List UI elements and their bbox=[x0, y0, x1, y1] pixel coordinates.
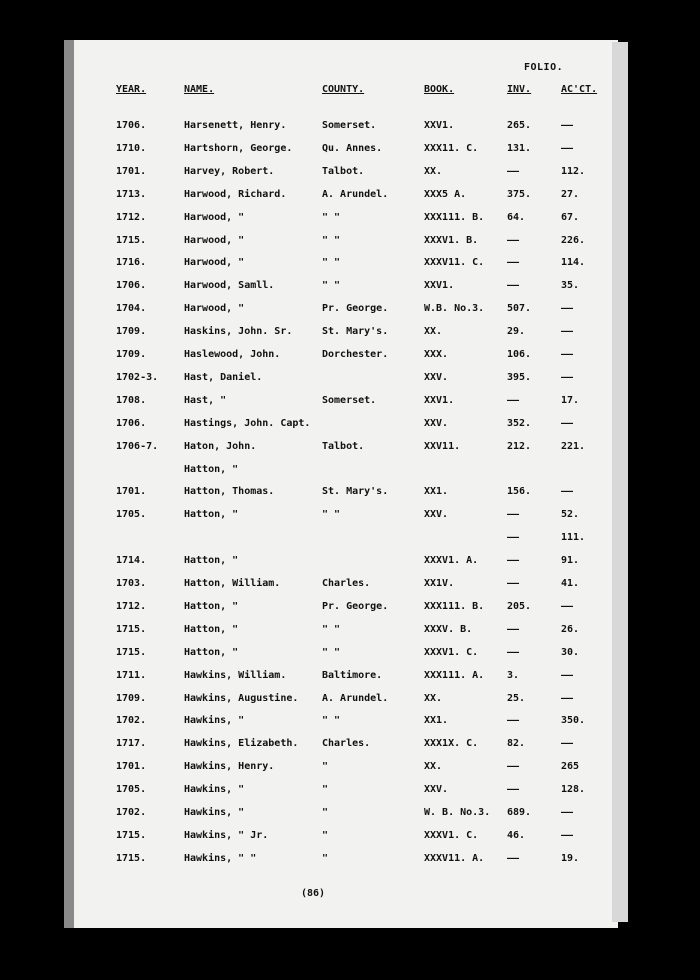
cell-acct: 91. bbox=[561, 555, 580, 567]
cell-inv: —— bbox=[507, 509, 520, 521]
table-row bbox=[0, 738, 700, 754]
cell-county: " bbox=[322, 784, 329, 796]
cell-inv: —— bbox=[507, 234, 520, 246]
cell-acct: —— bbox=[561, 829, 574, 841]
cell-name: Hatton, Thomas. bbox=[184, 486, 275, 498]
table-row bbox=[0, 189, 700, 205]
cell-inv: —— bbox=[507, 257, 520, 269]
cell-book: XXV1. bbox=[424, 120, 455, 131]
cell-acct: 112. bbox=[561, 165, 586, 177]
cell-acct: 17. bbox=[561, 394, 580, 406]
cell-year: 1706. bbox=[116, 280, 147, 292]
cell-name: Hatton, " bbox=[184, 463, 239, 475]
cell-inv: —— bbox=[507, 165, 520, 177]
table-row bbox=[0, 235, 700, 251]
cell-book: XX. bbox=[424, 165, 443, 177]
cell-inv: 205. bbox=[507, 600, 532, 612]
cell-inv: —— bbox=[507, 646, 520, 658]
cell-county: Pr. George. bbox=[322, 303, 389, 315]
cell-book: XXV. bbox=[424, 509, 449, 521]
cell-county: St. Mary's. bbox=[322, 326, 389, 338]
header-acct: AC'CT. bbox=[561, 84, 598, 95]
cell-name: Harwood, " bbox=[184, 234, 245, 246]
cell-book: XXXV1. C. bbox=[424, 829, 479, 841]
cell-name: Hastings, John. Capt. bbox=[184, 417, 311, 429]
cell-acct: 226. bbox=[561, 234, 586, 246]
cell-inv: 689. bbox=[507, 807, 532, 818]
cell-acct: 30. bbox=[561, 646, 580, 658]
cell-acct: 128. bbox=[561, 784, 586, 796]
cell-name: Harwood, " bbox=[184, 257, 245, 269]
cell-book: XXX111. B. bbox=[424, 600, 485, 612]
cell-book: XX1V. bbox=[424, 578, 455, 589]
cell-book: XXV11. bbox=[424, 440, 461, 452]
cell-inv: 131. bbox=[507, 142, 532, 154]
table-row bbox=[0, 601, 700, 617]
table-row bbox=[0, 143, 700, 159]
cell-name: Harwood, Samll. bbox=[184, 280, 275, 292]
cell-name: Hast, Daniel. bbox=[184, 371, 263, 383]
cell-year: 1703. bbox=[116, 578, 147, 589]
cell-acct: —— bbox=[561, 326, 574, 338]
cell-book: XX1. bbox=[424, 715, 449, 727]
cell-book: XXV1. bbox=[424, 394, 455, 406]
cell-acct: —— bbox=[561, 486, 574, 498]
cell-name: Haton, John. bbox=[184, 440, 257, 452]
header-inv: INV. bbox=[507, 84, 532, 95]
table-row bbox=[0, 555, 700, 571]
table-row bbox=[0, 830, 700, 846]
cell-acct: 52. bbox=[561, 509, 580, 521]
cell-year: 1702. bbox=[116, 807, 147, 818]
cell-year: 1701. bbox=[116, 761, 147, 773]
table-row bbox=[0, 715, 700, 731]
cell-year: 1712. bbox=[116, 211, 147, 223]
cell-book: XXX111. B. bbox=[424, 211, 485, 223]
table-row bbox=[0, 349, 700, 365]
cell-inv: 46. bbox=[507, 829, 526, 841]
table-row bbox=[0, 486, 700, 502]
cell-name: Hatton, " bbox=[184, 555, 239, 567]
table-row bbox=[0, 578, 700, 594]
cell-county: Charles. bbox=[322, 578, 371, 589]
cell-inv: 25. bbox=[507, 692, 526, 704]
table-row bbox=[0, 532, 700, 548]
cell-book: XXX. bbox=[424, 349, 449, 360]
table-row bbox=[0, 303, 700, 319]
cell-acct: 35. bbox=[561, 280, 580, 292]
table-row bbox=[0, 761, 700, 777]
cell-county: " " bbox=[322, 211, 341, 223]
cell-county: " " bbox=[322, 509, 341, 521]
cell-inv: 29. bbox=[507, 326, 526, 338]
table-row bbox=[0, 212, 700, 228]
cell-year: 1712. bbox=[116, 600, 147, 612]
cell-county: " bbox=[322, 852, 329, 864]
cell-county: Charles. bbox=[322, 738, 371, 750]
table-row bbox=[0, 670, 700, 686]
folio-label: FOLIO. bbox=[524, 62, 564, 73]
cell-inv: 395. bbox=[507, 371, 532, 383]
cell-year: 1713. bbox=[116, 188, 147, 200]
cell-year: 1708. bbox=[116, 394, 147, 406]
cell-acct: 111. bbox=[561, 532, 586, 544]
table-row bbox=[0, 441, 700, 457]
cell-acct: —— bbox=[561, 142, 574, 154]
cell-year: 1706-7. bbox=[116, 440, 159, 452]
cell-county: St. Mary's. bbox=[322, 486, 389, 498]
cell-acct: 26. bbox=[561, 623, 580, 635]
cell-book: XX. bbox=[424, 761, 443, 773]
header-book: BOOK. bbox=[424, 84, 455, 95]
cell-book: XXX11. C. bbox=[424, 142, 479, 154]
cell-name: Hawkins, Henry. bbox=[184, 761, 275, 773]
cell-inv: —— bbox=[507, 555, 520, 567]
cell-acct: 350. bbox=[561, 715, 586, 727]
cell-name: Hawkins, Elizabeth. bbox=[184, 738, 299, 750]
cell-year: 1709. bbox=[116, 326, 147, 338]
cell-name: Hatton, " bbox=[184, 646, 239, 658]
cell-book: XXX1X. C. bbox=[424, 738, 479, 750]
header-name: NAME. bbox=[184, 84, 215, 95]
cell-year: 1710. bbox=[116, 142, 147, 154]
cell-book: XXV1. bbox=[424, 280, 455, 292]
cell-county: Pr. George. bbox=[322, 600, 389, 612]
cell-inv: 156. bbox=[507, 486, 532, 498]
table-row bbox=[0, 509, 700, 525]
table-row bbox=[0, 418, 700, 434]
cell-book: XXXV11. C. bbox=[424, 257, 485, 269]
cell-inv: —— bbox=[507, 852, 520, 864]
cell-book: XX1. bbox=[424, 486, 449, 498]
cell-year: 1701. bbox=[116, 486, 147, 498]
cell-inv: 507. bbox=[507, 303, 532, 315]
cell-name: Hawkins, " " bbox=[184, 852, 257, 864]
cell-year: 1715. bbox=[116, 852, 147, 864]
cell-inv: —— bbox=[507, 578, 520, 589]
table-row bbox=[0, 784, 700, 800]
cell-acct: 41. bbox=[561, 578, 580, 589]
cell-county: " bbox=[322, 829, 329, 841]
cell-book: XXV. bbox=[424, 371, 449, 383]
cell-name: Hawkins, " Jr. bbox=[184, 829, 269, 841]
cell-name: Haskins, John. Sr. bbox=[184, 326, 293, 338]
cell-book: XXV. bbox=[424, 417, 449, 429]
cell-acct: —— bbox=[561, 303, 574, 315]
cell-acct: 19. bbox=[561, 852, 580, 864]
cell-acct: —— bbox=[561, 349, 574, 360]
cell-inv: 212. bbox=[507, 440, 532, 452]
cell-acct: —— bbox=[561, 807, 574, 818]
cell-acct: 27. bbox=[561, 188, 580, 200]
cell-inv: 106. bbox=[507, 349, 532, 360]
cell-county: " " bbox=[322, 280, 341, 292]
cell-acct: —— bbox=[561, 692, 574, 704]
cell-name: Hawkins, William. bbox=[184, 669, 287, 681]
cell-county: " " bbox=[322, 257, 341, 269]
cell-name: Hawkins, Augustine. bbox=[184, 692, 299, 704]
cell-inv: —— bbox=[507, 532, 520, 544]
cell-year: 1711. bbox=[116, 669, 147, 681]
table-row bbox=[0, 395, 700, 411]
cell-book: XXX111. A. bbox=[424, 669, 485, 681]
column-headers bbox=[0, 84, 700, 100]
cell-inv: —— bbox=[507, 715, 520, 727]
table-row bbox=[0, 372, 700, 388]
cell-county: " " bbox=[322, 623, 341, 635]
cell-name: Hast, " bbox=[184, 394, 227, 406]
cell-name: Hatton, " bbox=[184, 600, 239, 612]
cell-county: " " bbox=[322, 646, 341, 658]
cell-acct: —— bbox=[561, 669, 574, 681]
cell-county: A. Arundel. bbox=[322, 692, 389, 704]
cell-acct: 265 bbox=[561, 761, 580, 773]
cell-name: Harsenett, Henry. bbox=[184, 120, 287, 131]
cell-county: A. Arundel. bbox=[322, 188, 389, 200]
cell-book: XXV. bbox=[424, 784, 449, 796]
cell-name: Harwood, " bbox=[184, 303, 245, 315]
cell-county: Dorchester. bbox=[322, 349, 389, 360]
cell-acct: —— bbox=[561, 417, 574, 429]
cell-inv: 375. bbox=[507, 188, 532, 200]
cell-inv: —— bbox=[507, 394, 520, 406]
table-row bbox=[0, 624, 700, 640]
cell-acct: —— bbox=[561, 120, 574, 131]
cell-name: Hawkins, " bbox=[184, 807, 245, 818]
cell-county: " bbox=[322, 807, 329, 818]
cell-county: Somerset. bbox=[322, 394, 377, 406]
header-county: COUNTY. bbox=[322, 84, 365, 95]
cell-name: Harwood, Richard. bbox=[184, 188, 287, 200]
cell-name: Harwood, " bbox=[184, 211, 245, 223]
cell-year: 1706. bbox=[116, 417, 147, 429]
cell-inv: 82. bbox=[507, 738, 526, 750]
cell-county: Talbot. bbox=[322, 440, 365, 452]
table-row bbox=[0, 280, 700, 296]
cell-inv: —— bbox=[507, 761, 520, 773]
table-row bbox=[0, 807, 700, 823]
table-row bbox=[0, 120, 700, 136]
table-row bbox=[0, 693, 700, 709]
cell-book: XXXV11. A. bbox=[424, 852, 485, 864]
table-row bbox=[0, 853, 700, 869]
cell-inv: —— bbox=[507, 623, 520, 635]
cell-county: Talbot. bbox=[322, 165, 365, 177]
cell-county: Baltimore. bbox=[322, 669, 383, 681]
cell-book: XXX5 A. bbox=[424, 188, 467, 200]
cell-year: 1709. bbox=[116, 692, 147, 704]
cell-year: 1717. bbox=[116, 738, 147, 750]
cell-year: 1716. bbox=[116, 257, 147, 269]
cell-acct: 114. bbox=[561, 257, 586, 269]
table-row bbox=[0, 166, 700, 182]
cell-acct: —— bbox=[561, 600, 574, 612]
cell-year: 1715. bbox=[116, 623, 147, 635]
table-row bbox=[0, 647, 700, 663]
header-year: YEAR. bbox=[116, 84, 147, 95]
cell-name: Hatton, " bbox=[184, 509, 239, 521]
cell-name: Hatton, " bbox=[184, 623, 239, 635]
cell-county: " " bbox=[322, 715, 341, 727]
cell-inv: 64. bbox=[507, 211, 526, 223]
cell-book: XX. bbox=[424, 326, 443, 338]
cell-acct: —— bbox=[561, 738, 574, 750]
cell-year: 1709. bbox=[116, 349, 147, 360]
table-row bbox=[0, 257, 700, 273]
cell-year: 1714. bbox=[116, 555, 147, 567]
cell-inv: 265. bbox=[507, 120, 532, 131]
cell-name: Hawkins, " bbox=[184, 715, 245, 727]
cell-acct: —— bbox=[561, 371, 574, 383]
cell-inv: —— bbox=[507, 280, 520, 292]
cell-year: 1702-3. bbox=[116, 371, 159, 383]
cell-year: 1704. bbox=[116, 303, 147, 315]
cell-year: 1701. bbox=[116, 165, 147, 177]
cell-year: 1715. bbox=[116, 829, 147, 841]
cell-book: W. B. No.3. bbox=[424, 807, 491, 818]
cell-year: 1702. bbox=[116, 715, 147, 727]
cell-year: 1705. bbox=[116, 784, 147, 796]
cell-name: Hartshorn, George. bbox=[184, 142, 293, 154]
cell-year: 1715. bbox=[116, 234, 147, 246]
cell-inv: 352. bbox=[507, 417, 532, 429]
cell-inv: 3. bbox=[507, 669, 520, 681]
cell-year: 1705. bbox=[116, 509, 147, 521]
cell-name: Harvey, Robert. bbox=[184, 165, 275, 177]
cell-name: Hatton, William. bbox=[184, 578, 281, 589]
table-row bbox=[0, 326, 700, 342]
cell-year: 1706. bbox=[116, 120, 147, 131]
cell-inv: —— bbox=[507, 784, 520, 796]
cell-name: Hawkins, " bbox=[184, 784, 245, 796]
cell-county: Somerset. bbox=[322, 120, 377, 131]
cell-county: Qu. Annes. bbox=[322, 142, 383, 154]
cell-year: 1715. bbox=[116, 646, 147, 658]
cell-acct: 67. bbox=[561, 211, 580, 223]
cell-book: XXXV. B. bbox=[424, 623, 473, 635]
cell-book: XXXV1. A. bbox=[424, 555, 479, 567]
page-number: (86) bbox=[301, 888, 326, 899]
cell-book: W.B. No.3. bbox=[424, 303, 485, 315]
cell-book: XXXV1. B. bbox=[424, 234, 479, 246]
cell-name: Haslewood, John. bbox=[184, 349, 281, 360]
cell-book: XXXV1. C. bbox=[424, 646, 479, 658]
cell-book: XX. bbox=[424, 692, 443, 704]
cell-acct: 221. bbox=[561, 440, 586, 452]
cell-county: " " bbox=[322, 234, 341, 246]
table-row bbox=[0, 464, 700, 480]
cell-county: " bbox=[322, 761, 329, 773]
